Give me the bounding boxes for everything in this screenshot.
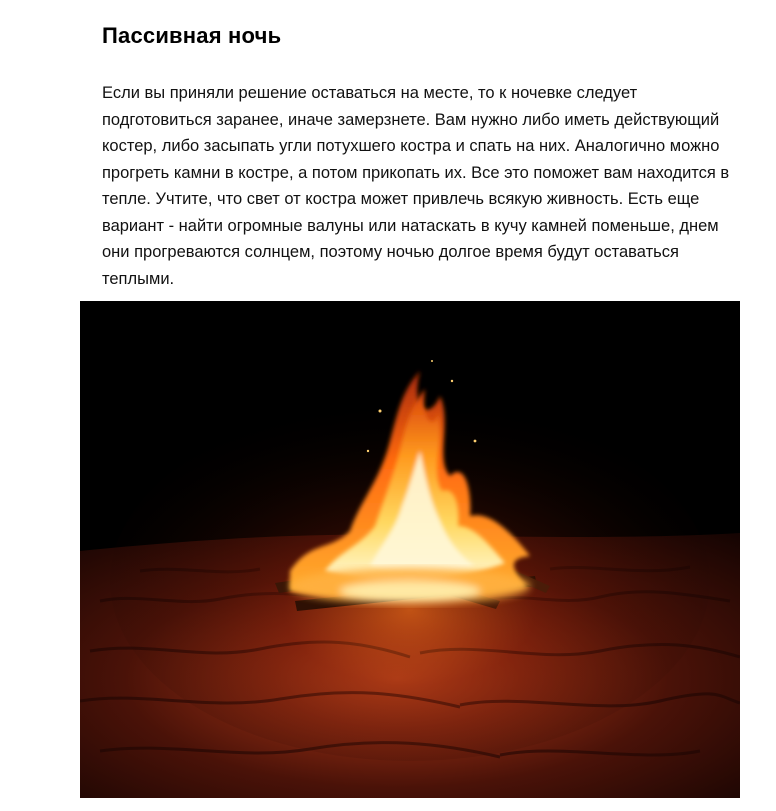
campfire-photo bbox=[80, 301, 740, 798]
embers bbox=[290, 568, 530, 604]
campfire-illustration bbox=[80, 301, 740, 798]
article-title: Пассивная ночь bbox=[102, 23, 282, 48]
article-paragraph: Если вы приняли решение оставаться на месте, то к ночевке следует подготовиться заранее, иначе замерзнете. Вам нужно либо иметь действующий костер, либо засыпать угли потухшего костра и спать на них. Аналогично можно прогреть камни в костре, а потом прикопать их. Все это поможет вам находится в тепле. Учтите, что свет от костра может привлечь всякую живность. Есть еще вариант - найти огромные валуны или натаскать в кучу камней поменьше, днем они прогреваются солнцем, поэтому ночью долгое время будут оставаться теплыми. bbox=[102, 84, 730, 288]
